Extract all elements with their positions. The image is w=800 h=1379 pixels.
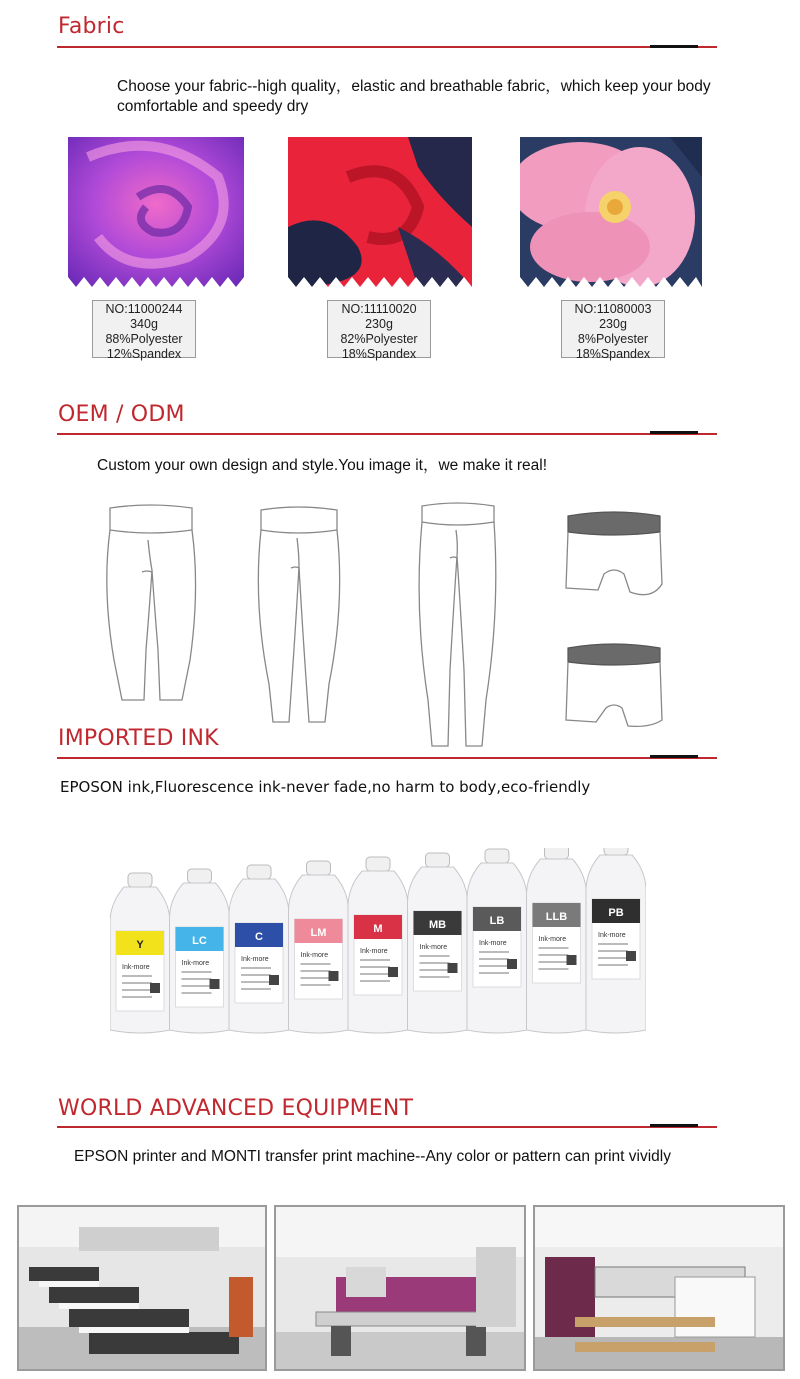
ink-bottle: [467, 849, 527, 1033]
ink-bottle-label: LM: [310, 927, 327, 939]
equipment-section-title: WORLD ADVANCED EQUIPMENT: [58, 1096, 414, 1121]
equipment-section-divider: [57, 1126, 717, 1128]
fabric-weight: 230g: [599, 317, 627, 331]
ink-brand-label: Ink-more: [181, 960, 210, 967]
ink-bottle-label: LB: [489, 915, 505, 927]
fabric-label-1: [92, 300, 196, 361]
ink-bottles-photo: [110, 848, 646, 1038]
fabric-composition: 12%Spandex: [106, 347, 182, 361]
ink-section-title: IMPORTED INK: [58, 726, 219, 751]
ink-description: EPOSON ink,Fluorescence ink-never fade,no harm to body,eco-friendly: [60, 778, 591, 796]
ink-brand-label: Ink-more: [419, 944, 448, 951]
ink-bottle: [348, 857, 408, 1033]
ink-bottle: [229, 865, 289, 1033]
ink-bottle: [170, 869, 230, 1033]
ink-bottle-label: MB: [428, 919, 447, 931]
ink-brand-label: Ink-more: [598, 932, 626, 939]
equipment-description: EPSON printer and MONTI transfer print machine--Any color or pattern can print vividly: [74, 1148, 671, 1165]
ink-bottle-label: LLB: [545, 911, 568, 923]
ink-bottle: [527, 848, 587, 1033]
ink-brand-label: Ink-more: [479, 940, 507, 947]
fabric-label-3: [561, 300, 665, 361]
full-leggings-sketch: [414, 500, 500, 750]
fabric-description: Choose your fabric--high quality，elastic and breathable fabric，which keep your body comfortable and speedy dry: [117, 78, 711, 115]
fabric-no: NO:11110020: [341, 302, 417, 316]
fabric-composition: 18%Spandex: [575, 347, 651, 361]
ink-bottle: [289, 861, 349, 1033]
ink-section-divider: [57, 757, 717, 759]
fabric-label-2: [327, 300, 431, 361]
ink-brand-label: Ink-more: [360, 948, 388, 955]
shorts-sketch-2: [562, 640, 666, 732]
fabric-section-tab: [650, 45, 698, 48]
oem-section-title: OEM / ODM: [58, 402, 185, 427]
transfer-machine-photo: [274, 1205, 526, 1371]
ink-bottle-label: C: [255, 931, 263, 943]
capri-leggings-sketch: [100, 500, 200, 705]
ink-bottle-label: M: [373, 923, 383, 935]
fabric-weight: 340g: [130, 317, 158, 331]
fabric-swatch-2: [288, 137, 472, 287]
ink-section-tab: [650, 755, 698, 758]
printer-room-photo: [17, 1205, 267, 1371]
fabric-swatch-1: [68, 137, 244, 287]
calender-machine-photo: [533, 1205, 785, 1371]
fabric-composition: 88%Polyester: [105, 332, 183, 346]
fabric-weight: 230g: [365, 317, 393, 331]
ink-bottle-label: Y: [136, 939, 144, 951]
fabric-swatch-3: [520, 137, 702, 287]
ink-brand-label: Ink-more: [538, 936, 567, 943]
fabric-composition: 82%Polyester: [340, 332, 418, 346]
oem-section-tab: [650, 431, 698, 434]
ink-brand-label: Ink-more: [300, 952, 329, 959]
fabric-section-divider: [57, 46, 717, 48]
ink-bottle: [408, 853, 468, 1033]
ink-bottle-label: PB: [608, 907, 624, 919]
ink-brand-label: Ink-more: [241, 956, 269, 963]
ankle-leggings-sketch: [253, 504, 343, 726]
fabric-no: NO:11080003: [574, 302, 652, 316]
ink-bottle: [586, 848, 646, 1033]
fabric-no: NO:11000244: [105, 302, 183, 316]
ink-bottle-label: LC: [192, 935, 207, 947]
oem-section-divider: [57, 433, 717, 435]
oem-description: Custom your own design and style.You image it，we make it real!: [97, 457, 548, 474]
fabric-section-title: Fabric: [58, 14, 125, 39]
fabric-composition: 18%Spandex: [341, 347, 417, 361]
equipment-section-tab: [650, 1124, 698, 1127]
ink-bottle: [110, 873, 170, 1033]
fabric-composition: 8%Polyester: [577, 332, 649, 346]
ink-brand-label: Ink-more: [122, 964, 150, 971]
shorts-sketch-1: [562, 510, 666, 602]
